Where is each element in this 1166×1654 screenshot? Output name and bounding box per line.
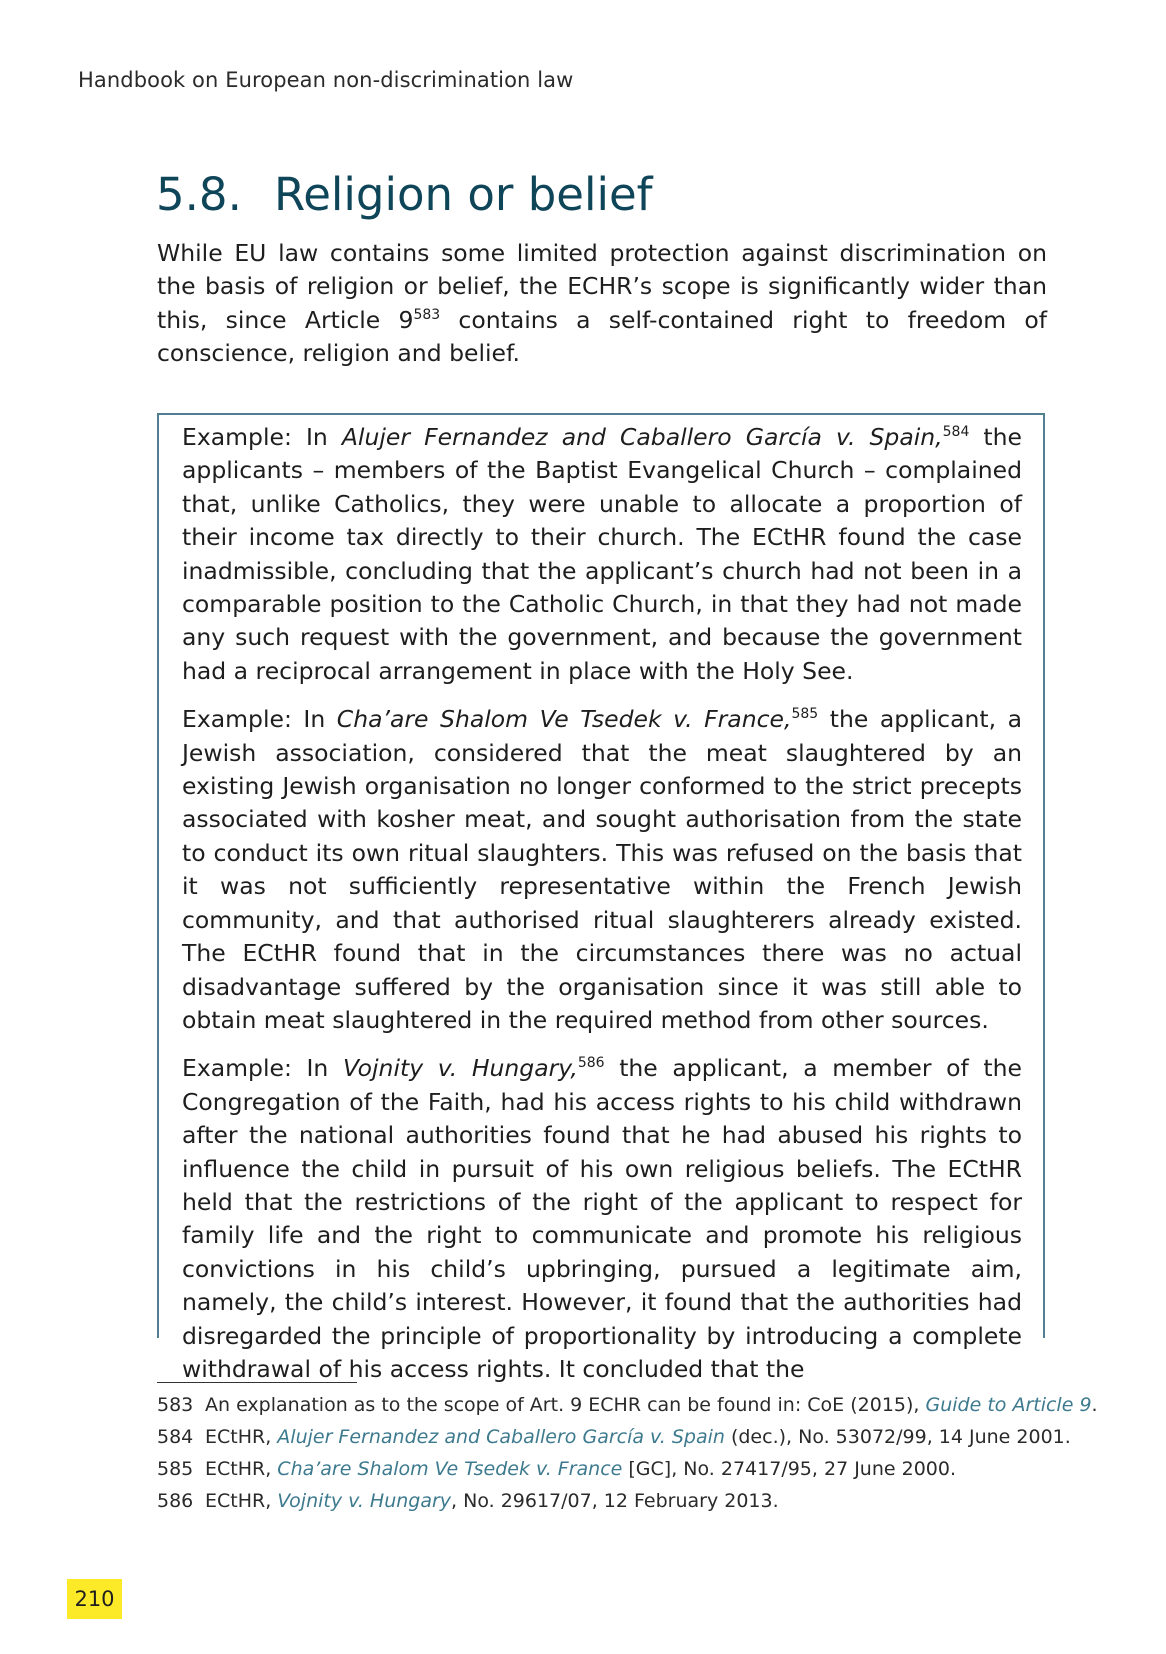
footnote-number: 586 xyxy=(157,1490,194,1512)
example-text: the applicant, a Jewish association, considered that the meat slaughtered by an existing Jewish organisation no longer conformed to the strict precepts associated with kosher meat, and sought authorisation from the state to conduct its own ritual slaughters. This was refused on the basis that it was not sufficiently representative within the French Jewish community, and that authorised ritual slaughterers already existed. The ECtHR found that in the circumstances there was no actual disadvantage suffered by the organisation since it was still able to obtain meat slaughtered in the required method from other sources. xyxy=(182,705,1022,1034)
page-number-badge: 210 xyxy=(67,1579,122,1619)
footnote-text: . xyxy=(1091,1394,1098,1416)
example-lead: Example: In xyxy=(182,705,337,734)
intro-text: While EU law contains some limited protection against discrimination on the basis of religion or belief, the ECHR’s scope is significantly wider than this, since Article 9 xyxy=(157,239,1047,334)
footnote-text: An explanation as to the scope of Art. 9 ECHR can be found in: CoE (2015), xyxy=(205,1394,926,1416)
footnote-text: ECtHR, xyxy=(205,1426,278,1448)
running-header: Handbook on European non-discrimination law xyxy=(78,68,574,92)
example-paragraph xyxy=(182,703,1022,1037)
footnote-number: 584 xyxy=(157,1426,194,1448)
example-paragraph xyxy=(182,1052,1022,1386)
section-title xyxy=(156,168,652,221)
example-lead: Example: In xyxy=(182,423,342,451)
footnote-text: (dec.), No. 53072/99, 14 June 2001. xyxy=(724,1426,1071,1448)
footnote-584 xyxy=(157,1421,1071,1453)
case-name: Alujer Fernandez and Caballero García v. Spain, xyxy=(341,423,943,451)
footnotes xyxy=(157,1389,1098,1517)
footnote-link[interactable]: Cha’are Shalom Ve Tsedek v. France xyxy=(277,1458,623,1480)
footnote-ref-586[interactable]: 586 xyxy=(577,1055,605,1072)
section-number: 5.8. xyxy=(156,168,242,221)
footnote-divider xyxy=(157,1382,357,1383)
footnote-text: , No. 29617/07, 12 February 2013. xyxy=(451,1490,779,1512)
footnote-number: 585 xyxy=(157,1458,194,1480)
footnote-586 xyxy=(157,1485,1057,1517)
intro-text-continued: contains a self-contained right to freedom of conscience, religion and belief. xyxy=(157,305,1047,368)
footnote-number: 583 xyxy=(157,1394,194,1416)
footnote-ref-584[interactable]: 584 xyxy=(942,424,970,440)
footnote-text: [GC], No. 27417/95, 27 June 2000. xyxy=(622,1458,957,1480)
section-title-text: Religion or belief xyxy=(274,168,653,221)
case-name: Vojnity v. Hungary, xyxy=(342,1054,578,1083)
case-name: Cha’are Shalom Ve Tsedek v. France, xyxy=(336,705,792,734)
footnote-583 xyxy=(157,1389,1098,1421)
example-text: the applicant, a member of the Congregation of the Faith, had his access rights to his child withdrawn after the national authorities found that he had abused his rights to influence the child in pursuit of his own religious beliefs. The ECtHR held that the restrictions of the right of the applicant to respect for family life and the right to communicate and promote his religious convictions in his child’s upbringing, pursued a legitimate aim, namely, the child’s interest. However, it found that the authorities had disregarded the principle of proportionality by introducing a complete withdrawal of his access rights. It concluded that the xyxy=(182,1054,1022,1383)
intro-paragraph xyxy=(157,237,1047,371)
footnote-text: ECtHR, xyxy=(205,1458,278,1480)
example-paragraph xyxy=(182,421,1022,688)
footnote-ref-583[interactable]: 583 xyxy=(413,306,441,323)
example-lead: Example: In xyxy=(182,1054,343,1083)
examples-box xyxy=(157,413,1045,1383)
footnote-link[interactable]: Guide to Article 9 xyxy=(925,1394,1092,1416)
footnote-link[interactable]: Vojnity v. Hungary xyxy=(277,1490,452,1512)
example-text: the applicants – members of the Baptist Evangelical Church – complained that, unlike Catholics, they were unable to allocate a proportion of their income tax directly to their church. The ECtHR found the case inadmissible, concluding that the applicant’s church had not been in a comparable position to the Catholic Church, in that they had not made any such request with the government, and because the government had a reciprocal arrangement in place with the Holy See. xyxy=(182,423,1023,685)
footnote-585 xyxy=(157,1453,1057,1485)
footnote-text: ECtHR, xyxy=(205,1490,278,1512)
footnote-ref-585[interactable]: 585 xyxy=(791,706,819,723)
footnote-link[interactable]: Alujer Fernandez and Caballero García v. Spain xyxy=(277,1426,725,1448)
